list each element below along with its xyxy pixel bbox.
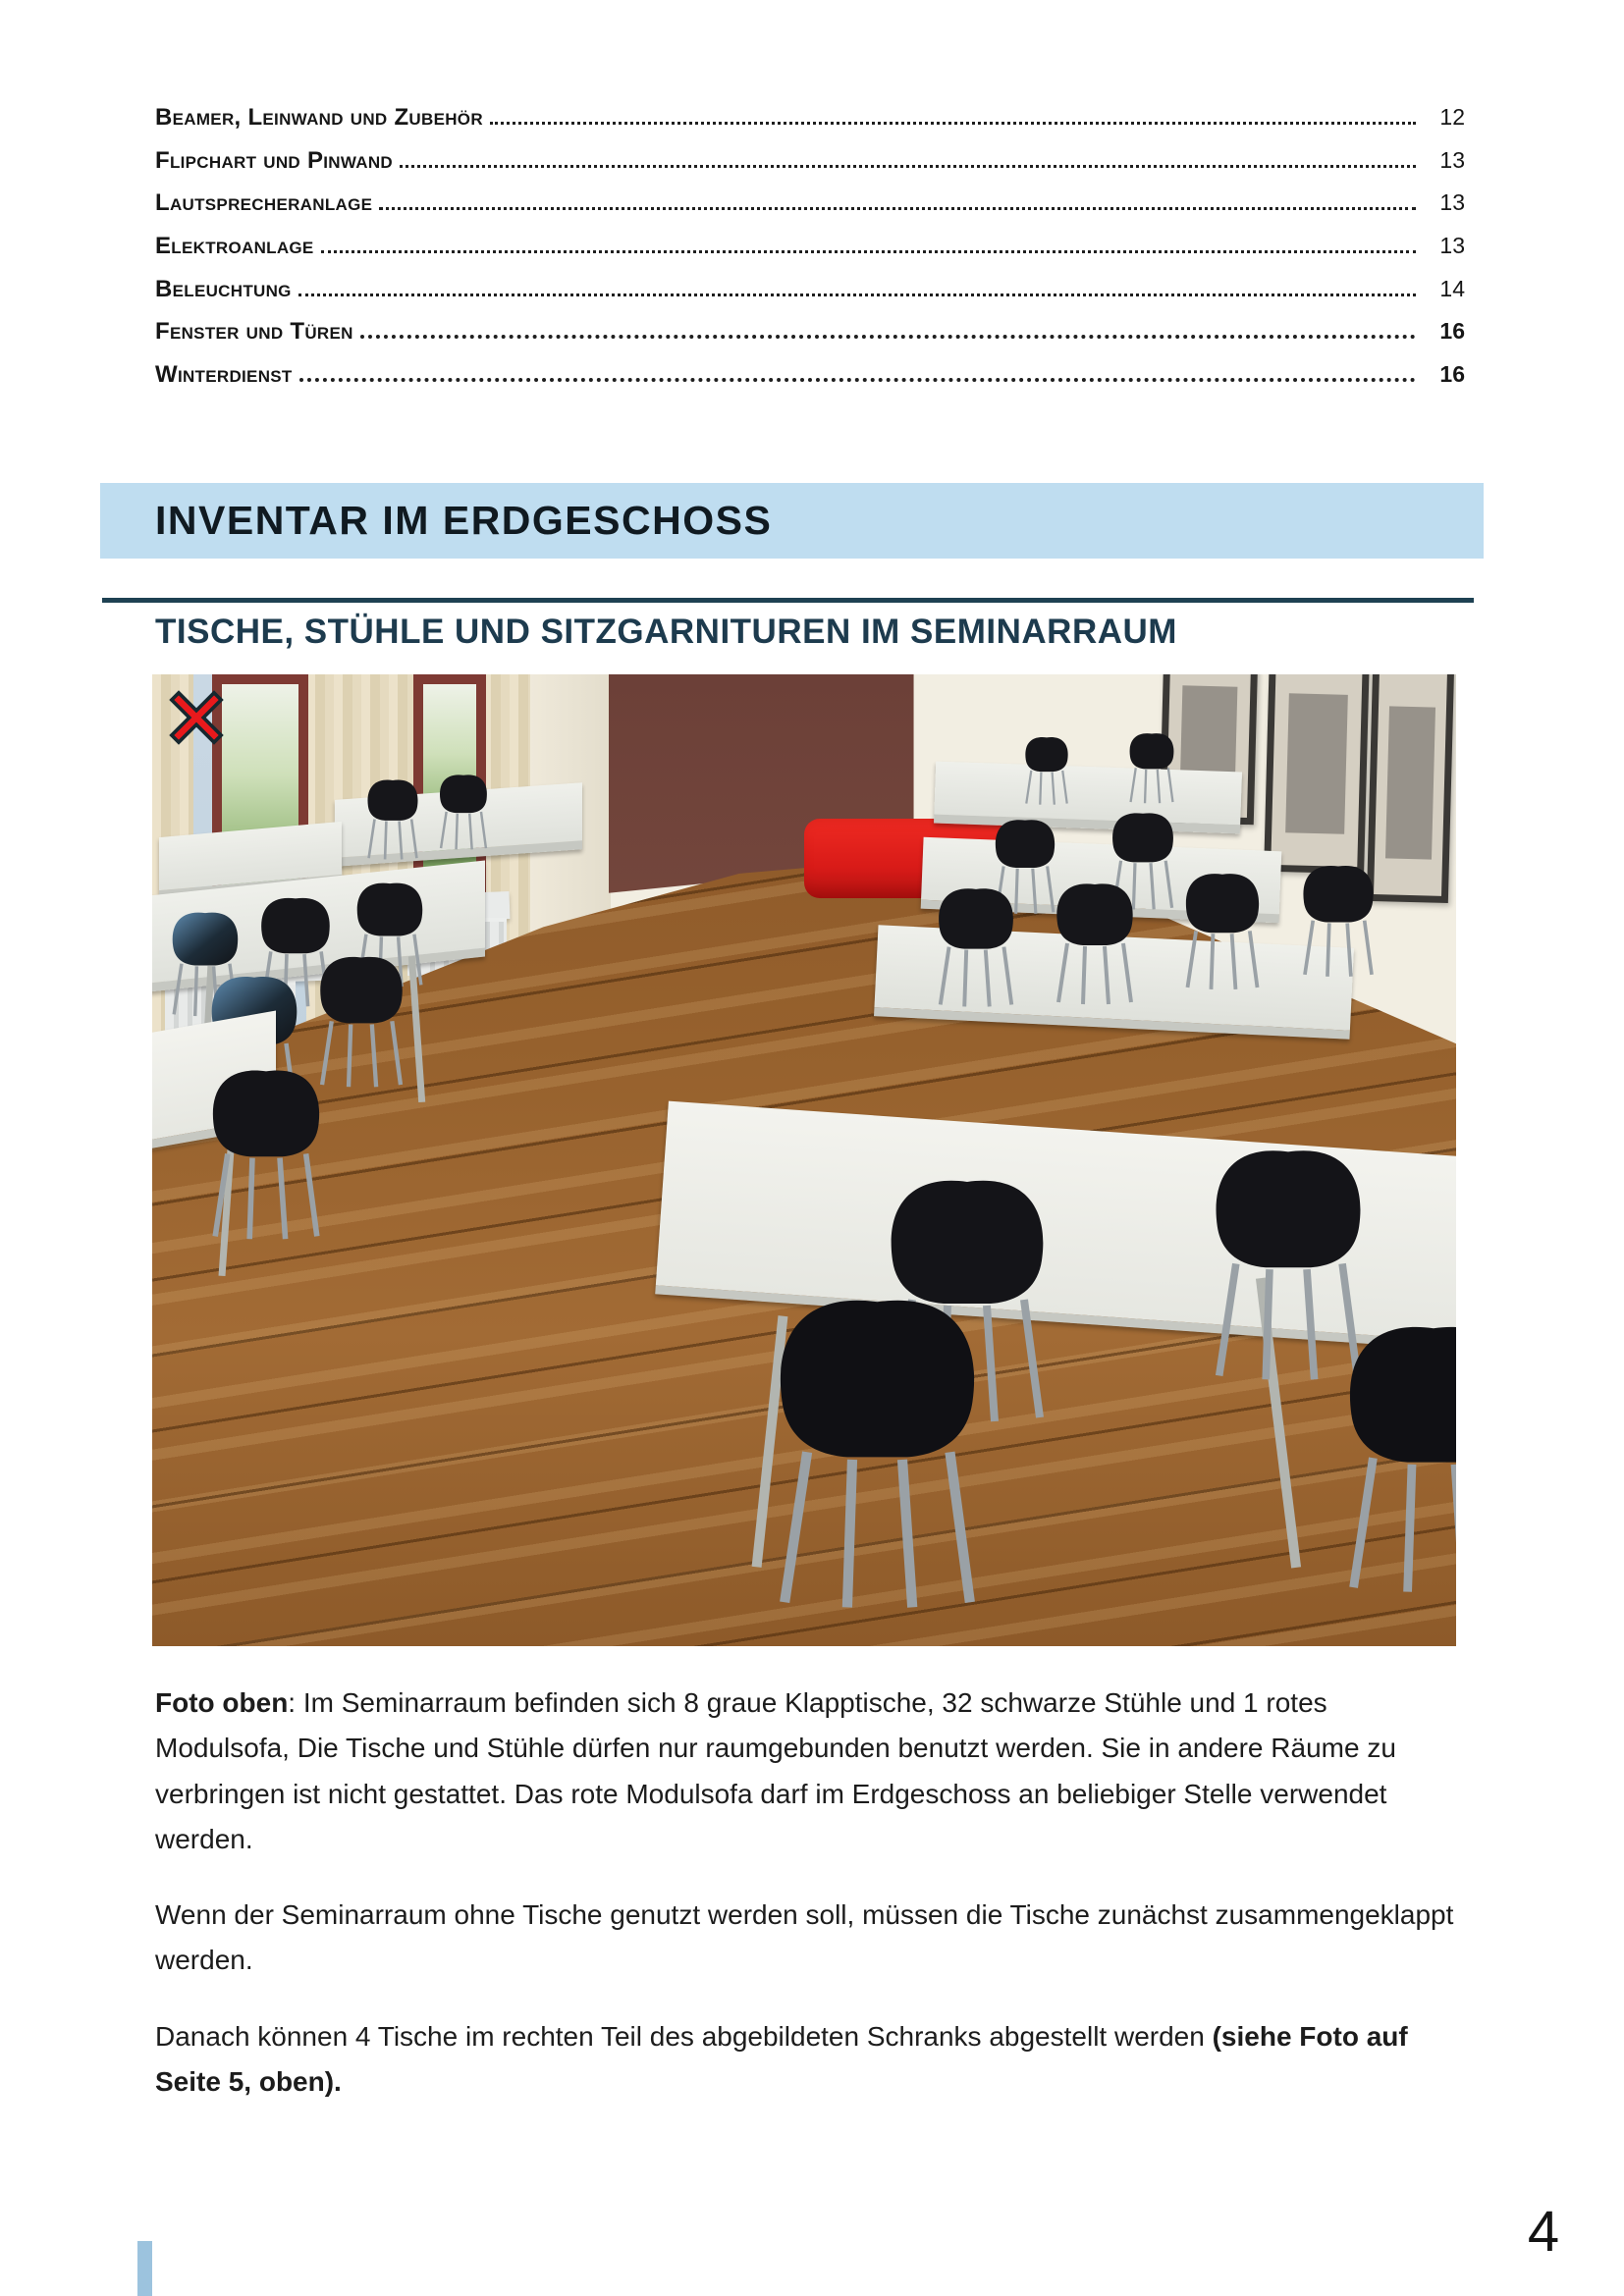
toc-entry-label: Elektroanlage [155, 233, 314, 260]
toc-leader-dots [400, 164, 1416, 168]
paragraph: Foto oben: Im Seminarraum befinden sich 8 graue Klapptische, 32 schwarze Stühle und 1 rotes Modulsofa, Die Tische und Stühle dürfen nur raumgebunden benutzt werden. Sie in andere Räume zu verbringen ist nicht gestattet. Das rote Modulsofa darf im Erdgeschoss an beliebiger Stelle verwendet werden. [155, 1687, 1396, 1854]
toc-entry-label: Lautsprecheranlage [155, 189, 373, 217]
red-x-icon [167, 686, 226, 749]
toc-entry-page: 13 [1439, 189, 1465, 216]
photo-chair [1019, 734, 1074, 806]
toc-entry-page: 16 [1439, 318, 1465, 345]
photo-chair [928, 883, 1024, 1008]
photo-table [934, 762, 1242, 834]
toc-leader-dots [299, 377, 1416, 382]
subsection-rule [102, 598, 1474, 603]
subsection-heading: TISCHE, STÜHLE UND SITZGARNITUREN IM SEMINARRAUM [155, 613, 1177, 651]
photo-chair [1123, 730, 1180, 804]
toc-entry-label: Winterdienst [155, 361, 293, 389]
body-paragraphs [155, 1681, 1461, 2135]
toc-row[interactable] [155, 233, 1465, 276]
photo-chair [433, 772, 494, 851]
photo-chair [360, 776, 425, 861]
seminar-room-photo [152, 674, 1456, 1646]
section-heading-bar [100, 483, 1484, 559]
toc-leader-dots [321, 249, 1416, 253]
toc-entry-page: 16 [1439, 361, 1465, 388]
toc-entry-page: 12 [1439, 104, 1465, 130]
corner-accent-bar [137, 2241, 152, 2296]
section-heading: INVENTAR IM ERDGESCHOSS [155, 498, 773, 543]
page-number: 4 [1527, 2200, 1560, 2264]
toc-leader-dots [298, 293, 1416, 296]
toc-leader-dots [379, 206, 1416, 210]
toc-entry-label: Beleuchtung [155, 275, 292, 302]
toc-row[interactable] [155, 361, 1465, 404]
toc-row[interactable] [155, 104, 1465, 147]
toc-leader-dots [360, 334, 1416, 339]
photo-chair [1293, 861, 1383, 979]
toc-leader-dots [490, 121, 1416, 125]
photo-chair [1175, 869, 1270, 991]
toc-row[interactable] [155, 189, 1465, 233]
photo-picture-frame [1265, 674, 1370, 874]
photo-chair [752, 1287, 1002, 1613]
toc-row[interactable] [155, 276, 1465, 319]
toc-entry-label: Flipchart und Pinwand [155, 146, 394, 174]
toc-row[interactable] [155, 147, 1465, 190]
toc-row[interactable] [155, 318, 1465, 361]
paragraph: Wenn der Seminarraum ohne Tische genutzt werden soll, müssen die Tische zunächst zusammengeklappt werden. [155, 1899, 1454, 1976]
toc-entry-page: 13 [1439, 233, 1465, 259]
photo-chair [1046, 879, 1144, 1006]
toc-list [155, 104, 1465, 404]
toc-entry-label: Beamer, Leinwand und Zubehör [155, 104, 483, 131]
paragraph: Danach können 4 Tische im rechten Teil des abgebildeten Schranks abgestellt werden (siehe Foto auf Seite 5, oben). [155, 2020, 1408, 2098]
toc-entry-label: Fenster und Türen [155, 318, 353, 346]
toc-entry-page: 14 [1439, 275, 1465, 301]
photo-chair [1326, 1315, 1456, 1596]
photo-chair [197, 1063, 335, 1242]
toc-entry-page: 13 [1439, 146, 1465, 173]
